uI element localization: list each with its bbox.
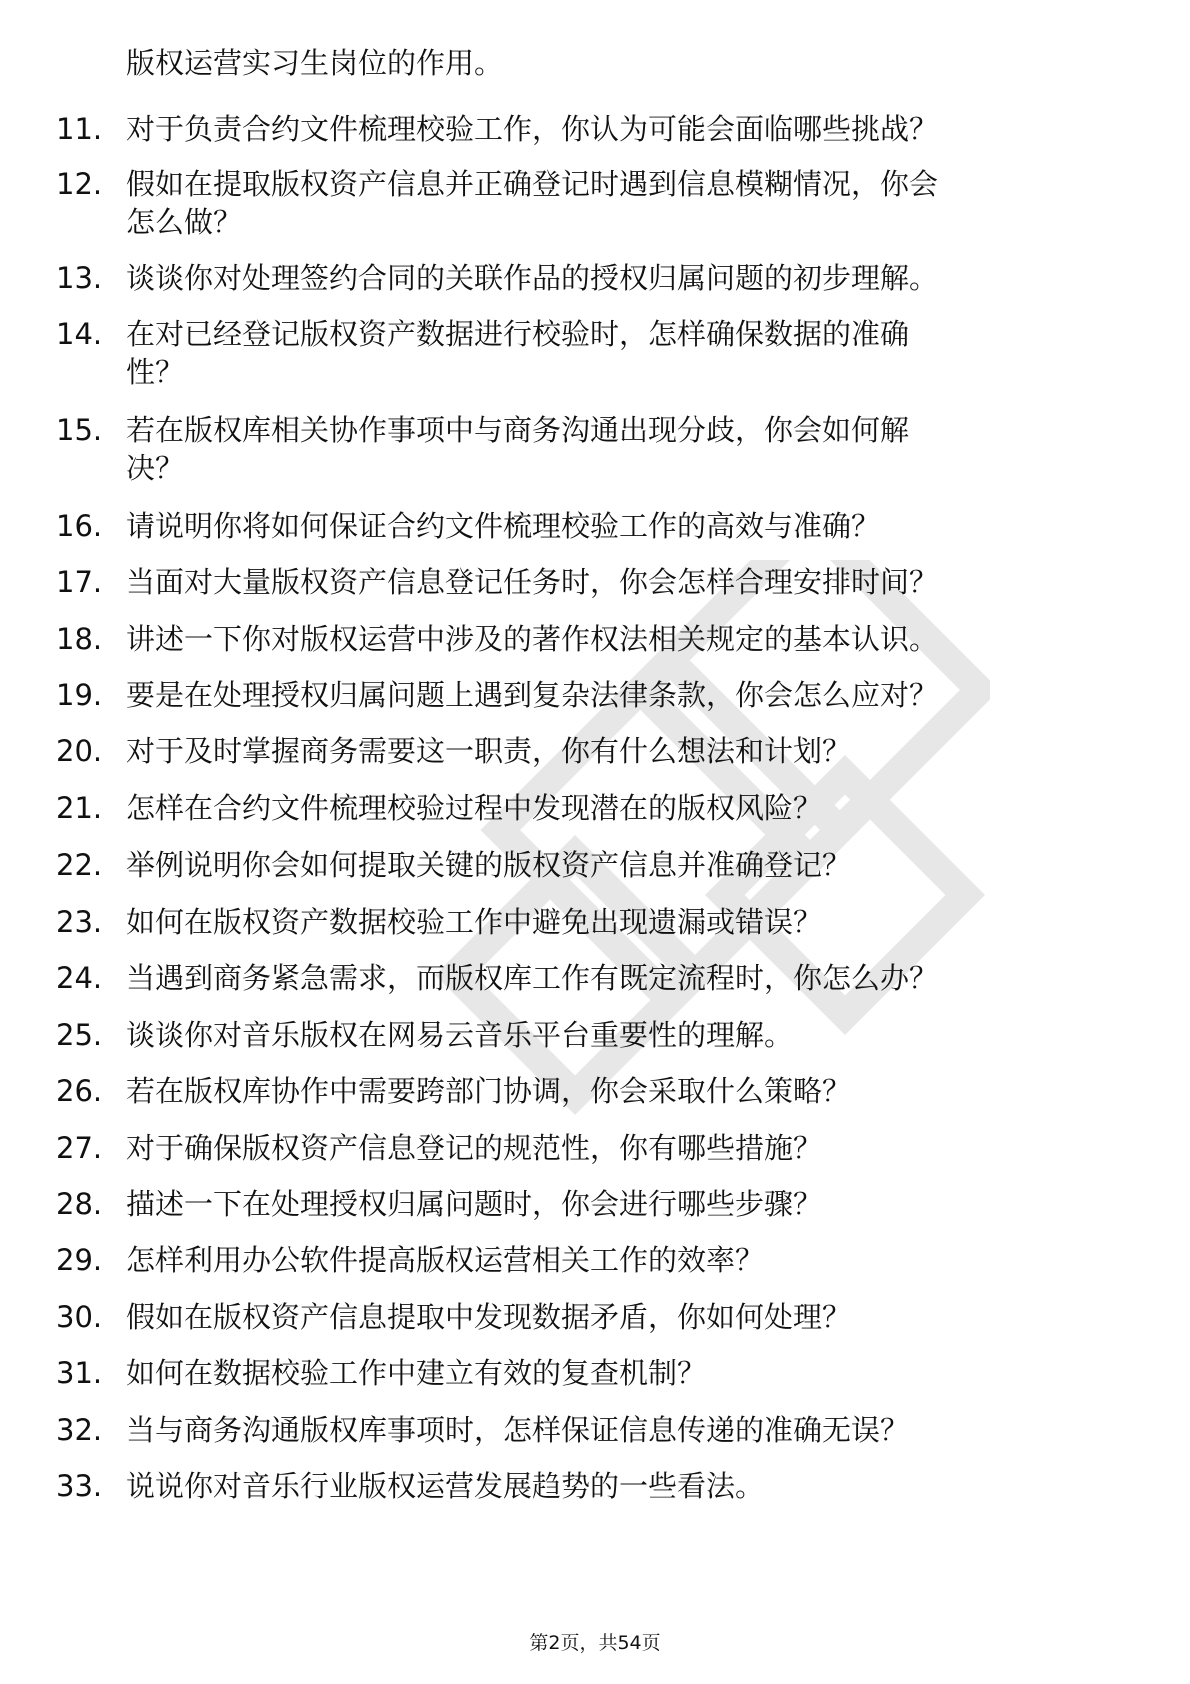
question-number: 23. (56, 905, 103, 939)
question-number: 19. (56, 678, 103, 712)
question-number: 25. (56, 1018, 103, 1052)
question-text (126, 1241, 1126, 1279)
question-text (126, 620, 1126, 658)
question-text (126, 732, 1126, 770)
question-text-line: 怎样利用办公软件提高版权运营相关工作的效率？ (126, 1243, 765, 1277)
question-text (126, 846, 1126, 884)
question-text (126, 959, 1126, 997)
question-text (126, 507, 1126, 545)
question-text (126, 1185, 1126, 1223)
question-text (126, 1467, 1126, 1505)
question-number: 14. (56, 317, 103, 351)
question-text-line: 举例说明你会如何提取关键的版权资产信息并准确登记？ (126, 848, 852, 882)
question-number: 31. (56, 1356, 103, 1390)
question-text (126, 1354, 1126, 1392)
question-text (126, 165, 1126, 241)
question-number: 22. (56, 848, 103, 882)
question-text (126, 259, 1126, 297)
question-number: 33. (56, 1469, 103, 1503)
question-number: 13. (56, 261, 103, 295)
question-text-line: 谈谈你对音乐版权在网易云音乐平台重要性的理解。 (126, 1018, 794, 1052)
question-text (126, 1016, 1126, 1054)
question-text-line: 若在版权库协作中需要跨部门协调，你会采取什么策略？ (126, 1074, 852, 1108)
question-text-line: 当面对大量版权资产信息登记任务时，你会怎样合理安排时间？ (126, 565, 939, 599)
question-number: 17. (56, 565, 103, 599)
question-text-line: 怎样在合约文件梳理校验过程中发现潜在的版权风险？ (126, 791, 823, 825)
question-text-line: 描述一下在处理授权归属问题时，你会进行哪些步骤？ (126, 1187, 823, 1221)
question-text-line: 如何在数据校验工作中建立有效的复查机制？ (126, 1356, 707, 1390)
question-text-line: 假如在版权资产信息提取中发现数据矛盾，你如何处理？ (126, 1300, 852, 1334)
question-number: 32. (56, 1413, 103, 1447)
question-number: 18. (56, 622, 103, 656)
question-text-line: 如何在版权资产数据校验工作中避免出现遗漏或错误？ (126, 905, 823, 939)
question-text-line: 对于确保版权资产信息登记的规范性，你有哪些措施？ (126, 1131, 823, 1165)
question-number: 15. (56, 413, 103, 447)
question-text (126, 1298, 1126, 1336)
continued-question-text: 版权运营实习生岗位的作用。 (126, 46, 504, 80)
question-text (126, 1129, 1126, 1167)
question-text (126, 1072, 1126, 1110)
question-text-line: 性？ (126, 355, 185, 389)
question-number: 27. (56, 1131, 103, 1165)
question-number: 20. (56, 734, 103, 768)
question-text-line: 若在版权库相关协作事项中与商务沟通出现分歧，你会如何解 (126, 413, 910, 447)
question-text-line: 要是在处理授权归属问题上遇到复杂法律条款，你会怎么应对？ (126, 678, 939, 712)
question-text-line: 在对已经登记版权资产数据进行校验时，怎样确保数据的准确 (126, 317, 910, 351)
question-number: 30. (56, 1300, 103, 1334)
question-text (126, 563, 1126, 601)
question-text (126, 1411, 1126, 1449)
question-number: 29. (56, 1243, 103, 1277)
question-text-line: 对于及时掌握商务需要这一职责，你有什么想法和计划？ (126, 734, 852, 768)
question-text-line: 怎么做？ (126, 205, 243, 239)
question-text-line: 当与商务沟通版权库事项时，怎样保证信息传递的准确无误？ (126, 1413, 910, 1447)
question-number: 16. (56, 509, 103, 543)
question-text-line: 说说你对音乐行业版权运营发展趋势的一些看法。 (126, 1469, 765, 1503)
question-number: 26. (56, 1074, 103, 1108)
question-number: 11. (56, 112, 103, 146)
question-text (126, 903, 1126, 941)
question-text (126, 411, 1126, 487)
page-number-footer: 第2页，共54页 (529, 1632, 661, 1654)
question-text-line: 当遇到商务紧急需求，而版权库工作有既定流程时，你怎么办？ (126, 961, 939, 995)
question-text-line: 谈谈你对处理签约合同的关联作品的授权归属问题的初步理解。 (126, 261, 939, 295)
question-text (126, 676, 1126, 714)
question-number: 24. (56, 961, 103, 995)
question-text-line: 对于负责合约文件梳理校验工作，你认为可能会面临哪些挑战？ (126, 112, 939, 146)
question-number: 12. (56, 167, 103, 201)
question-number: 28. (56, 1187, 103, 1221)
question-text-line: 决？ (126, 451, 185, 485)
question-text-line: 请说明你将如何保证合约文件梳理校验工作的高效与准确？ (126, 509, 881, 543)
question-text-line: 讲述一下你对版权运营中涉及的著作权法相关规定的基本认识。 (126, 622, 939, 656)
question-text (126, 315, 1126, 391)
question-text (126, 110, 1126, 148)
question-text (126, 789, 1126, 827)
question-number: 21. (56, 791, 103, 825)
question-text-line: 假如在提取版权资产信息并正确登记时遇到信息模糊情况，你会 (126, 167, 939, 201)
